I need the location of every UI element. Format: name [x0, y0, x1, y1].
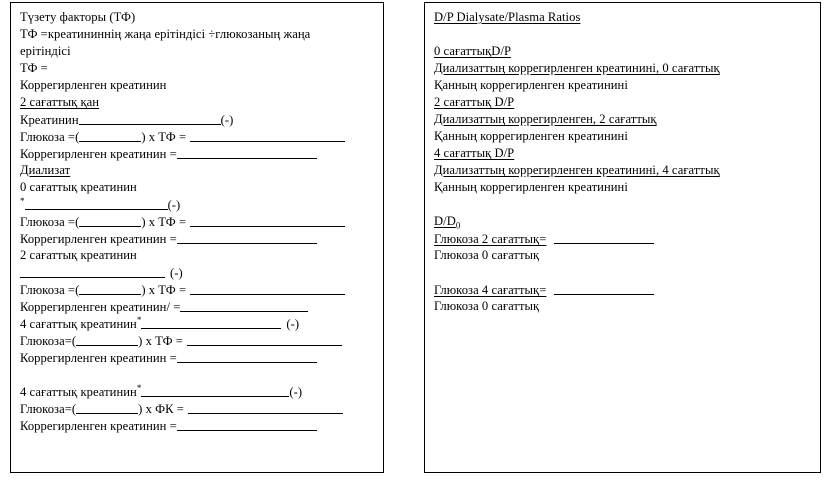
ddz-2h-numerator [434, 230, 812, 247]
dp-0h-heading-text: 0 сағаттықD/P [434, 44, 512, 58]
blood-corrected-creatinine-row [20, 145, 375, 162]
formula-definition-line-1: ТФ =креатининнің жаңа ерітіндісі ÷глюкозаның жаңа [20, 27, 311, 41]
dialysate-2h-glucose-result-input[interactable] [190, 281, 345, 295]
blood-2h-heading-text: 2 сағаттық қан [20, 95, 100, 109]
dialysate-4h-glucose-label: Глюкоза=( [20, 334, 77, 348]
dialysate-2h-corrected-label: Коррегирленген креатинин/ = [20, 300, 181, 314]
dialysate-2h-glucose-label: Глюкоза =( [20, 283, 80, 297]
dp-2h-numerator-text: Диализаттың коррегирленген, 2 сағаттық [434, 112, 657, 126]
dialysate-0h-creatinine-row [20, 196, 375, 213]
dialysate-2h-corrected-input[interactable] [180, 298, 308, 312]
ddz-4h-numerator [434, 281, 812, 298]
dialysate-0h-corrected-input[interactable] [177, 230, 317, 244]
blood-glucose-input[interactable] [79, 128, 141, 142]
dp-4h-denominator [434, 179, 812, 196]
blood-creatinine-row [20, 111, 375, 128]
dp-4h-numerator-text: Диализаттың коррегирленген креатинині, 4 сағаттық [434, 163, 720, 177]
dialysate-4h-fk-creatinine-label: 4 сағаттық креатинин [20, 385, 137, 399]
panel-title-left: Түзету факторы (ТФ) [20, 10, 136, 24]
spacer-line-right-2 [434, 196, 812, 213]
dp-0h-numerator-text: Диализаттың коррегирленген креатинині, 0 сағаттық [434, 61, 720, 75]
dialysate-2h-creatinine-heading: 2 сағаттық креатинин [20, 248, 137, 262]
ddz-2h-input[interactable] [554, 230, 654, 244]
dialysate-2h-glucose-input[interactable] [79, 281, 141, 295]
dialysate-4h-fk-corrected-input[interactable] [177, 417, 317, 431]
dialysate-4h-fk-creatinine-unit: (-) [289, 385, 303, 399]
dialysate-4h-corrected-input[interactable] [177, 349, 317, 363]
dialysate-4h-fk-creatinine-row [20, 383, 375, 400]
blood-glucose-result-input[interactable] [190, 128, 345, 142]
blood-glucose-row [20, 128, 375, 145]
panel-title-right [434, 9, 812, 26]
dp-0h-heading [434, 43, 812, 60]
dialysate-4h-fk-glucose-label: Глюкоза=( [20, 402, 77, 416]
blood-glucose-label: Глюкоза =( [20, 130, 80, 144]
spacer-line-right-3 [434, 264, 812, 281]
dp-2h-denominator [434, 128, 812, 145]
ddz-4h-denominator-text: Глюкоза 0 сағаттық [434, 299, 540, 313]
dialysate-4h-corrected-row [20, 349, 375, 366]
dialysate-2h-creatinine-unit: (-) [170, 266, 183, 280]
dp-4h-heading-text: 4 сағаттық D/P [434, 146, 515, 160]
ddz-heading-base: D/D [434, 214, 456, 228]
dialysate-4h-glucose-row [20, 332, 375, 349]
ddz-heading-subscript: 0 [455, 220, 461, 231]
dialysate-4h-fk-corrected-label: Коррегирленген креатинин = [20, 419, 177, 433]
blood-creatinine-unit: (-) [220, 113, 234, 127]
blood-2h-heading [20, 94, 375, 111]
dialysate-2h-glucose-operator: ) х ТФ = [141, 283, 187, 297]
dialysate-0h-glucose-row [20, 213, 375, 230]
dialysate-0h-glucose-result-input[interactable] [190, 213, 345, 227]
dialysate-4h-creatinine-input[interactable] [141, 315, 281, 329]
dp-0h-denominator [434, 77, 812, 94]
dp-2h-heading-text: 2 сағаттық D/P [434, 95, 515, 109]
dialysate-4h-fk-glucose-row [20, 400, 375, 417]
ddz-heading-text [434, 214, 461, 231]
dp-4h-heading [434, 145, 812, 162]
dialysate-0h-creatinine-input[interactable] [25, 196, 168, 210]
dialysate-4h-creatinine-label: 4 сағаттық креатинин [20, 317, 137, 331]
dialysate-4h-fk-creatinine-input[interactable] [141, 383, 289, 397]
dialysate-heading [20, 162, 375, 179]
dialysate-2h-creatinine-input[interactable] [20, 264, 165, 278]
dialysate-4h-fk-glucose-result-input[interactable] [188, 400, 343, 414]
dp-ratios-panel [424, 2, 821, 473]
asterisk-marker-4h-a: * [136, 314, 142, 325]
dialysate-0h-corrected-label: Коррегирленген креатинин = [20, 232, 177, 246]
dp-4h-denominator-text: Қанның коррегирленген креатинині [434, 180, 628, 194]
spacer-line-left [20, 366, 375, 383]
dialysate-0h-glucose-operator: ) х ТФ = [141, 215, 187, 229]
dialysate-0h-glucose-input[interactable] [79, 213, 141, 227]
dialysate-2h-corrected-row [20, 298, 375, 315]
dialysate-4h-glucose-input[interactable] [76, 332, 138, 346]
dp-0h-numerator [434, 60, 812, 77]
dialysate-4h-fk-corrected-row [20, 417, 375, 434]
asterisk-marker-4h-b: * [136, 382, 142, 393]
ddz-2h-numerator-text: Глюкоза 2 сағаттық= [434, 232, 547, 246]
asterisk-marker-0h: * [20, 195, 25, 206]
dialysate-4h-creatinine-unit: (-) [286, 317, 300, 331]
corrected-creatinine-heading: Коррегирленген креатинин [20, 78, 167, 92]
correction-factor-panel [10, 2, 384, 473]
dialysate-4h-glucose-result-input[interactable] [187, 332, 342, 346]
dp-2h-numerator [434, 111, 812, 128]
blood-corrected-creatinine-input[interactable] [177, 145, 317, 159]
dp-4h-numerator [434, 162, 812, 179]
ddz-4h-input[interactable] [554, 281, 654, 295]
spacer-line-right-1 [434, 26, 812, 43]
dialysate-0h-glucose-label: Глюкоза =( [20, 215, 80, 229]
dialysate-2h-creatinine-row [20, 264, 375, 281]
panel-title-right-text: D/P Dialysate/Plasma Ratios [434, 10, 581, 24]
dp-2h-heading [434, 94, 812, 111]
blood-corrected-creatinine-label: Коррегирленген креатинин = [20, 147, 177, 161]
dialysate-4h-creatinine-row [20, 315, 375, 332]
ddz-4h-numerator-text: Глюкоза 4 сағаттық= [434, 283, 547, 297]
dialysate-4h-fk-glucose-operator: ) х ФК = [138, 402, 184, 416]
ddz-heading [434, 213, 812, 230]
blood-glucose-operator: ) х ТФ = [141, 130, 187, 144]
dialysate-0h-creatinine-unit: (-) [167, 198, 181, 212]
dp-2h-denominator-text: Қанның коррегирленген креатинині [434, 129, 628, 143]
dialysate-0h-corrected-row [20, 230, 375, 247]
ddz-2h-denominator [434, 247, 812, 264]
dialysate-4h-glucose-operator: ) х ТФ = [138, 334, 183, 348]
dialysate-4h-corrected-label: Коррегирленген креатинин = [20, 351, 177, 365]
dp-0h-denominator-text: Қанның коррегирленген креатинині [434, 78, 628, 92]
blood-creatinine-label: Креатинин [20, 113, 79, 127]
dialysate-0h-creatinine-heading: 0 сағаттық креатинин [20, 180, 137, 194]
formula-definition-line-2: ерітіндісі [20, 44, 71, 58]
blood-creatinine-input[interactable] [79, 111, 221, 125]
dialysate-4h-fk-glucose-input[interactable] [76, 400, 138, 414]
dialysate-heading-text: Диализат [20, 163, 71, 177]
dialysate-2h-glucose-row [20, 281, 375, 298]
ddz-4h-denominator [434, 298, 812, 315]
tf-value-label: ТФ = [20, 61, 48, 75]
ddz-2h-denominator-text: Глюкоза 0 сағаттық [434, 248, 540, 262]
